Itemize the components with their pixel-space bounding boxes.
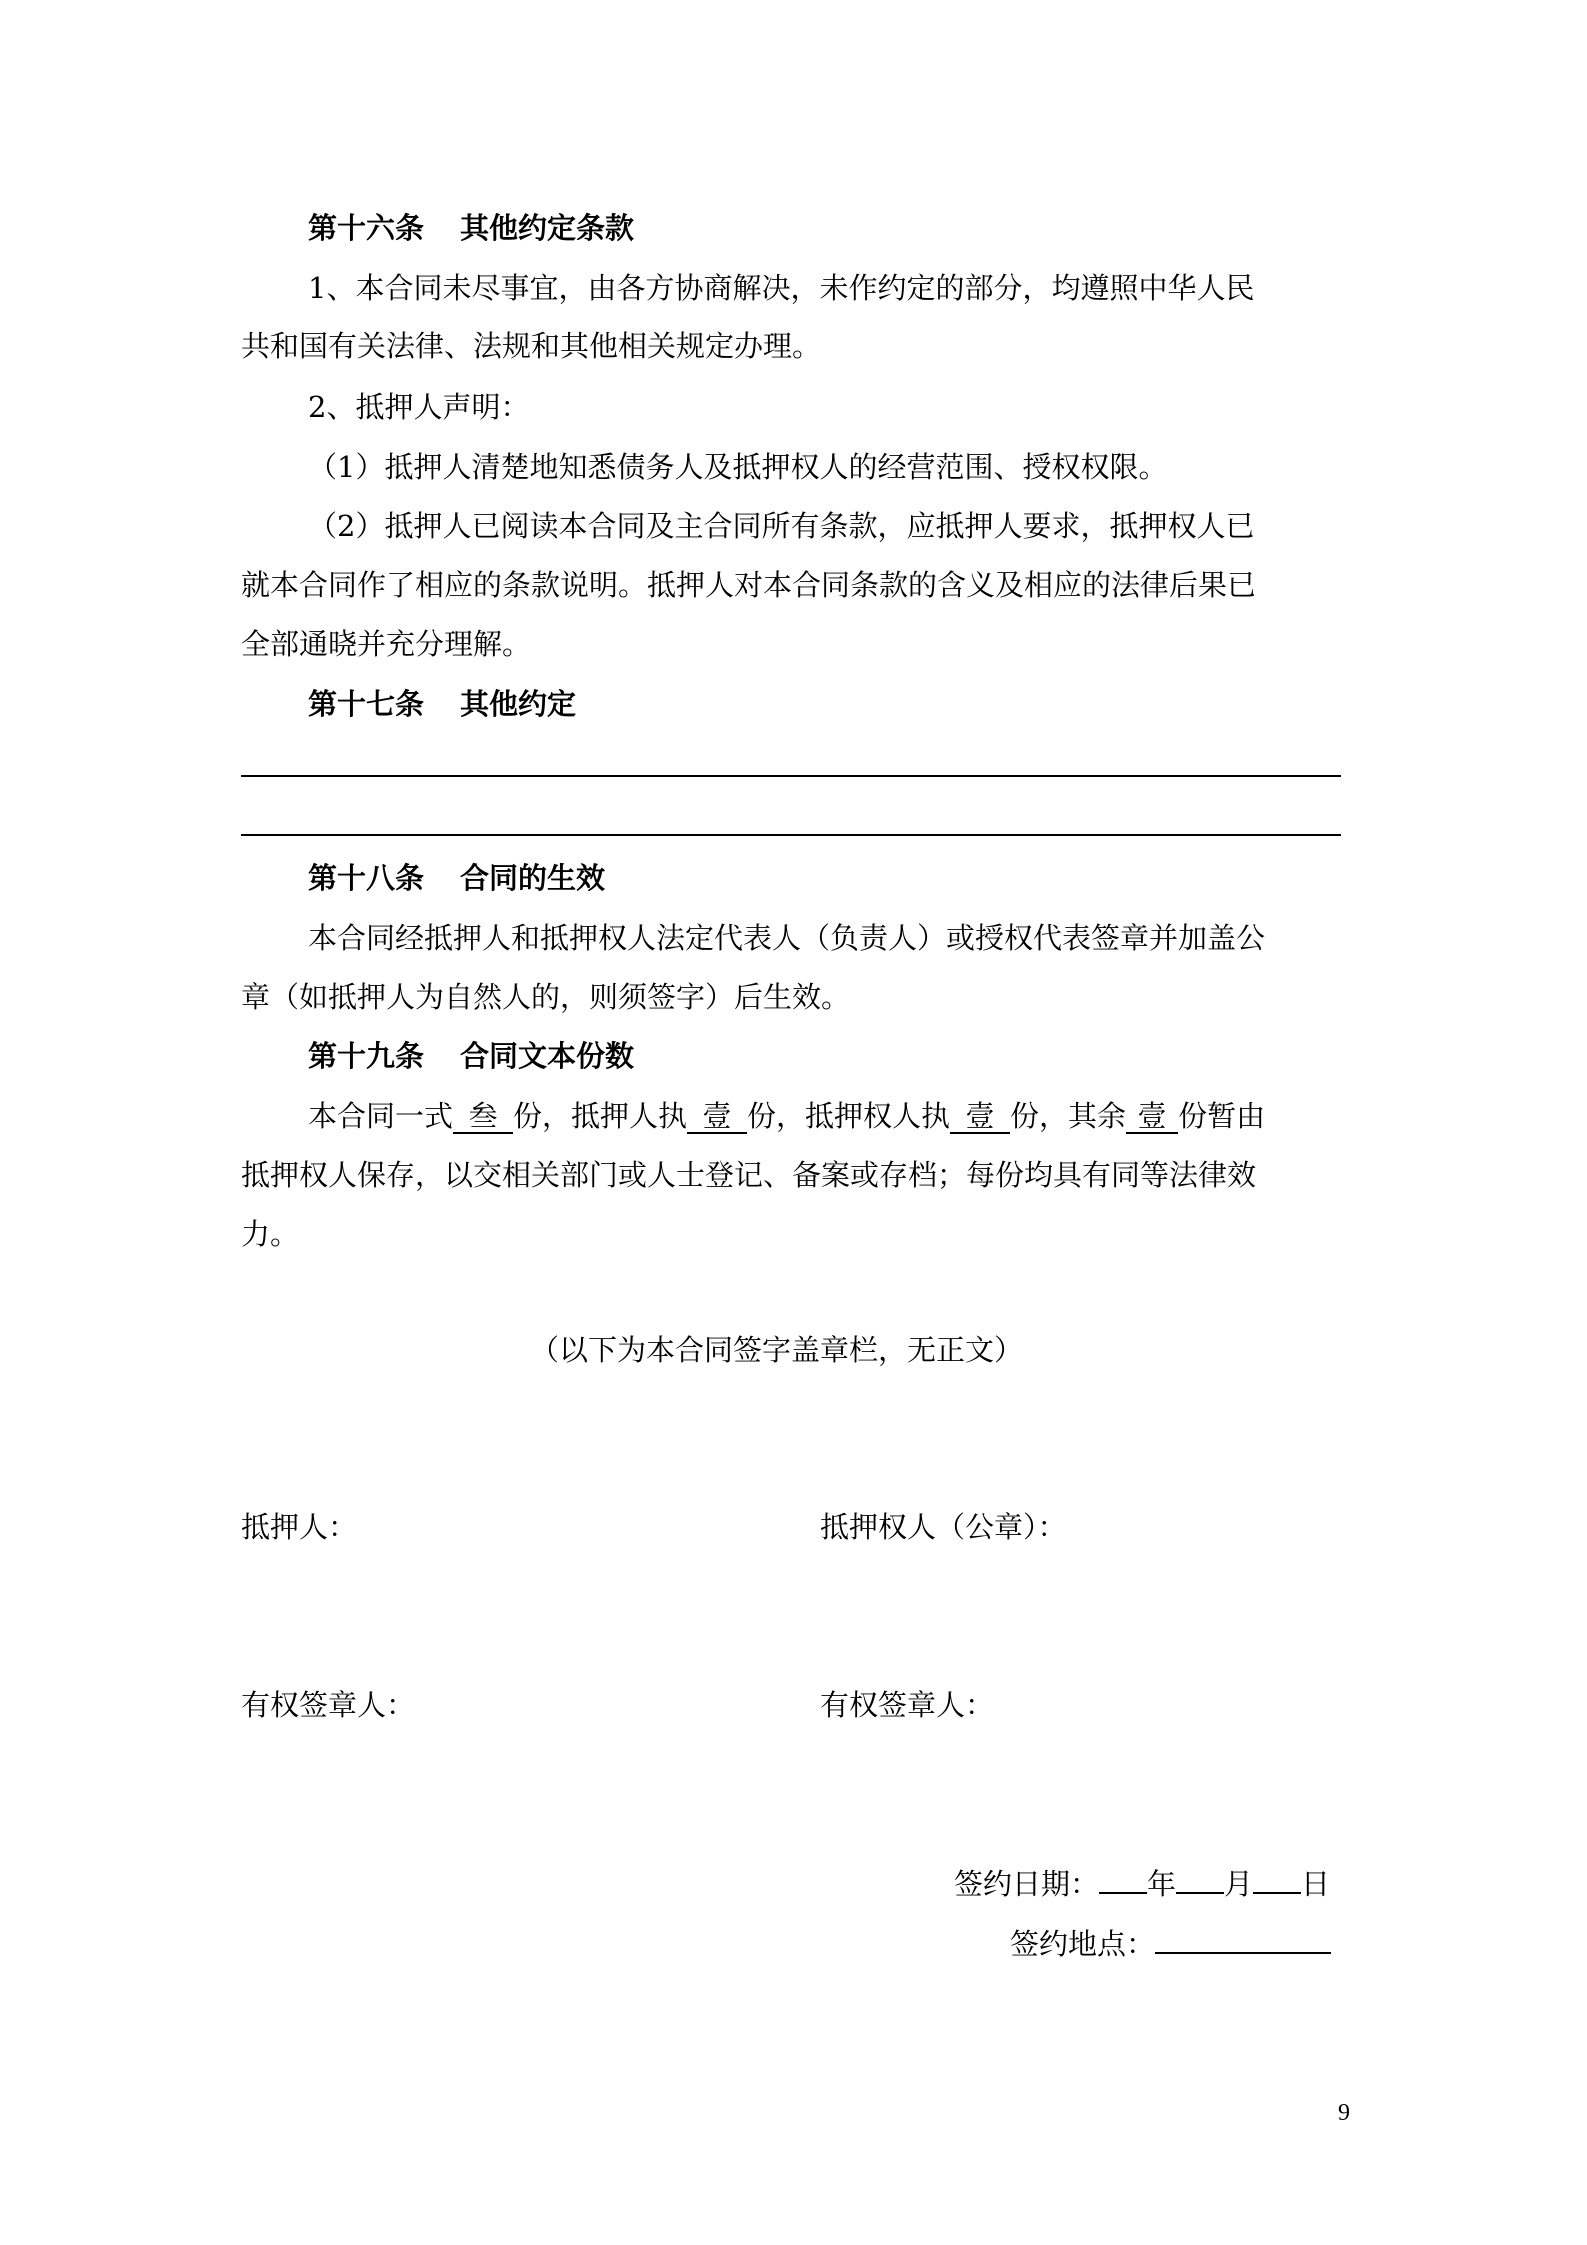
- other-agreement-blank-line-2: [241, 834, 1341, 836]
- sign-date-day-blank: [1253, 1862, 1301, 1894]
- sign-date-label: 签约日期：: [954, 1867, 1100, 1901]
- article-19-paragraph-line-1: [308, 1096, 1265, 1136]
- article-16-item-1: （1）抵押人清楚地知悉债务人及抵押权人的经营范围、授权权限。: [308, 450, 1168, 484]
- mortgagor-signature-label: 抵押人：: [241, 1510, 358, 1544]
- article-16-paragraph-1-line-2: 共和国有关法律、法规和其他相关规定办理。: [241, 329, 822, 363]
- article-19-title: 合同文本份数: [460, 1039, 635, 1073]
- article-16-paragraph-1-line-1: 1、本合同未尽事宜，由各方协商解决，未作约定的部分，均遵照中华人民: [308, 271, 1255, 305]
- article-19-heading: [308, 1036, 634, 1076]
- article-18-heading: [308, 858, 605, 898]
- sign-date-year-blank: [1099, 1862, 1147, 1894]
- sign-date-month-unit: 月: [1224, 1867, 1254, 1901]
- copies-text-2: 份，抵押人执: [513, 1099, 688, 1133]
- mortgagee-seal-label: 抵押权人（公章）：: [820, 1510, 1067, 1544]
- sign-place-label: 签约地点：: [1010, 1927, 1156, 1961]
- remaining-copies-value: 壹: [1126, 1100, 1178, 1134]
- article-17-heading: [308, 684, 576, 724]
- sign-date-year-unit: 年: [1147, 1867, 1177, 1901]
- article-17-number: 第十七条: [308, 687, 425, 721]
- sign-place-blank: [1155, 1922, 1331, 1954]
- total-copies-value: 叁: [453, 1100, 513, 1134]
- article-16-title: 其他约定条款: [460, 211, 635, 245]
- article-18-paragraph-line-2: 章（如抵押人为自然人的，则须签字）后生效。: [241, 980, 851, 1014]
- copies-text-3: 份，抵押权人执: [747, 1099, 951, 1133]
- article-16-heading: [308, 208, 634, 248]
- sign-date-day-unit: 日: [1301, 1867, 1331, 1901]
- mortgagee-signatory-label: 有权签章人：: [820, 1688, 995, 1722]
- mortgagor-copies-value: 壹: [687, 1100, 747, 1134]
- article-16-item-2-line-2: 就本合同作了相应的条款说明。抵押人对本合同条款的含义及相应的法律后果已: [241, 568, 1257, 602]
- article-19-paragraph-line-3: 力。: [241, 1217, 300, 1251]
- article-16-item-2-line-1: （2）抵押人已阅读本合同及主合同所有条款，应抵押人要求，抵押权人已: [308, 509, 1255, 543]
- article-16-item-2-line-3: 全部通晓并充分理解。: [241, 627, 532, 661]
- article-18-title: 合同的生效: [460, 861, 606, 895]
- article-16-number: 第十六条: [308, 211, 425, 245]
- article-19-paragraph-line-2: 抵押权人保存，以交相关部门或人士登记、备案或存档；每份均具有同等法律效: [241, 1158, 1257, 1192]
- article-17-title: 其他约定: [460, 687, 577, 721]
- article-19-number: 第十九条: [308, 1039, 425, 1073]
- copies-text-5: 份暂由: [1178, 1099, 1266, 1133]
- article-18-paragraph-line-1: 本合同经抵押人和抵押权人法定代表人（负责人）或授权代表签章并加盖公: [308, 921, 1266, 955]
- signature-section-note: （以下为本合同签字盖章栏，无正文）: [530, 1333, 1024, 1367]
- copies-text-1: 本合同一式: [308, 1099, 454, 1133]
- sign-place-line: [1010, 1922, 1331, 1962]
- sign-date-month-blank: [1176, 1862, 1224, 1894]
- mortgagee-copies-value: 壹: [950, 1100, 1010, 1134]
- copies-text-4: 份，其余: [1010, 1099, 1127, 1133]
- article-16-paragraph-2: 2、抵押人声明：: [308, 390, 530, 424]
- sign-date-line: [954, 1862, 1330, 1902]
- mortgagor-signatory-label: 有权签章人：: [241, 1688, 416, 1722]
- article-18-number: 第十八条: [308, 861, 425, 895]
- other-agreement-blank-line-1: [241, 775, 1341, 777]
- page-number: 9: [1338, 2100, 1350, 2126]
